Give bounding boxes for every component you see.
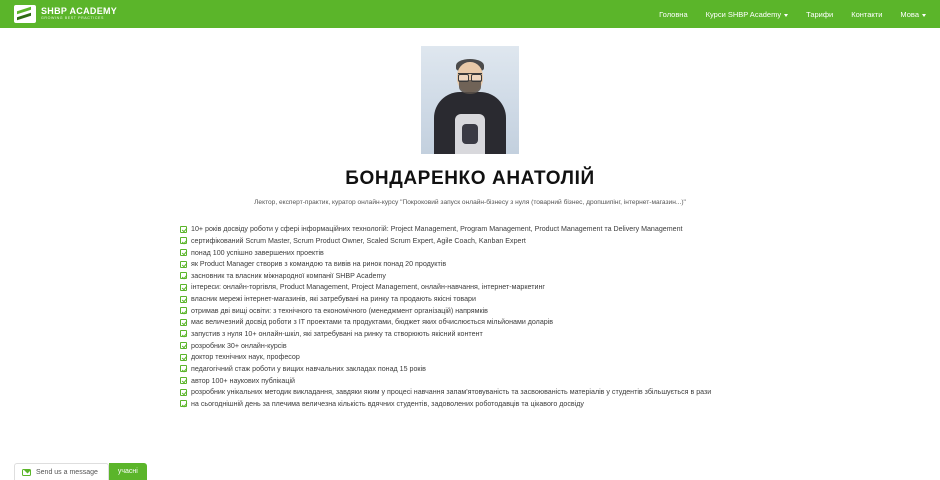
credentials-list — [180, 224, 760, 409]
list-item — [180, 236, 760, 247]
list-item — [180, 282, 760, 293]
list-item — [180, 376, 760, 387]
list-item — [180, 248, 760, 259]
brand-logo[interactable] — [14, 5, 117, 23]
portrait-beard — [459, 80, 481, 94]
check-icon — [180, 365, 187, 372]
nav-item-courses-label: Курси SHBP Academy — [705, 9, 782, 19]
check-icon — [180, 342, 187, 349]
list-item — [180, 364, 760, 375]
page-content — [0, 28, 940, 409]
chat-widget[interactable] — [14, 463, 147, 480]
list-item-text: автор 100+ наукових публікацій — [191, 376, 295, 385]
main-navigation — [659, 10, 926, 19]
nav-item-pricing-label: Тарифи — [806, 9, 834, 19]
chat-bubble-icon — [22, 469, 31, 476]
nav-item-contacts[interactable] — [851, 10, 882, 19]
check-icon — [180, 296, 187, 303]
list-item-text: як Product Manager створив з командою та вивів на ринок понад 20 продуктів — [191, 260, 447, 269]
check-icon — [180, 330, 187, 337]
check-icon — [180, 400, 187, 407]
portrait-body — [434, 92, 506, 154]
list-item — [180, 341, 760, 352]
list-item-text: педагогічний стаж роботи у вищих навчальних закладах понад 15 років — [191, 364, 426, 373]
nav-item-home[interactable] — [659, 10, 688, 19]
list-item — [180, 329, 760, 340]
list-item-text: власник мережі інтернет-магазинів, які затребувані на ринку та продають якісні товари — [191, 295, 476, 304]
instructor-portrait — [421, 46, 519, 154]
check-icon — [180, 307, 187, 314]
check-icon — [180, 272, 187, 279]
list-item-text: засновник та власник міжнародної компанії SHBP Academy — [191, 271, 386, 280]
list-item — [180, 224, 760, 235]
list-item-text: доктор технічних наук, професор — [191, 353, 300, 362]
list-item — [180, 271, 760, 282]
brand-text — [41, 7, 117, 21]
list-item-text: на сьогоднішній день за плечима величезна кількість вдячних студентів, задоволених роботодавців та цікавого досвіду — [191, 399, 584, 408]
list-item — [180, 352, 760, 363]
list-item — [180, 259, 760, 270]
check-icon — [180, 354, 187, 361]
chat-action-label: учасні — [117, 468, 138, 475]
brand-name: SHBP ACADEMY — [41, 5, 118, 16]
nav-item-pricing[interactable] — [806, 10, 833, 19]
list-item-text: сертифікований Scrum Master, Scrum Product Owner, Scaled Scrum Expert, Agile Coach, Kanban Expert — [191, 236, 526, 245]
nav-item-home-label: Головна — [659, 9, 688, 19]
nav-item-language[interactable] — [900, 10, 926, 19]
page-title: БОНДАРЕНКО АНАТОЛІЙ — [345, 168, 595, 189]
chevron-down-icon — [784, 14, 788, 17]
list-item-text: розробник унікальних методик викладання, завдяки яким у процесі навчання запам'ятовуваність та засвоюваність матеріалів у студентів збільшується в рази — [191, 388, 712, 397]
list-item-text: розробник 30+ онлайн-курсів — [191, 341, 287, 350]
list-item-text: отримав дві вищі освіти: з технічного та економічного (менеджмент організацій) напрямків — [191, 306, 488, 315]
chevron-down-icon — [922, 14, 926, 17]
list-item-text: інтереси: онлайн-торгівля, Product Management, Project Management, онлайн-навчання, інтернет-маркетинг — [191, 283, 545, 292]
chat-action-button[interactable] — [109, 463, 147, 480]
list-item — [180, 317, 760, 328]
glasses-icon — [458, 73, 482, 79]
check-icon — [180, 389, 187, 396]
list-item — [180, 294, 760, 305]
check-icon — [180, 226, 187, 233]
chat-message-button[interactable] — [14, 463, 109, 480]
portrait-container — [0, 46, 940, 154]
list-item — [180, 306, 760, 317]
nav-item-language-label: Мова — [900, 9, 919, 19]
list-item-text: має величезний досвід роботи з IT проектами та продуктами, бюджет яких обчислюється мільйонами доларів — [191, 318, 554, 327]
list-item-text: 10+ років досвіду роботи у сфері інформаційних технологій: Project Management, Program Management, Product Management та Delivery Management — [191, 225, 683, 234]
check-icon — [180, 237, 187, 244]
site-header — [0, 0, 940, 28]
list-item-text: запустив з нуля 10+ онлайн-шкіл, які затребувані на ринку та створюють якісний контент — [191, 329, 483, 338]
check-icon — [180, 249, 187, 256]
list-item-text: понад 100 успішно завершених проектів — [191, 248, 324, 257]
check-icon — [180, 377, 187, 384]
list-item — [180, 399, 760, 410]
list-item — [180, 387, 760, 398]
nav-item-courses[interactable] — [706, 10, 788, 19]
portrait-shirt — [455, 114, 485, 154]
nav-item-contacts-label: Контакти — [851, 9, 883, 19]
page-subtitle: Лектор, експерт-практик, куратор онлайн-курсу "Покроковий запуск онлайн-бізнесу з нуля (товарний бізнес, дропшипінг, інтернет-магазин...)" — [254, 199, 686, 206]
check-icon — [180, 319, 187, 326]
swoosh-logo-icon — [14, 5, 36, 23]
check-icon — [180, 261, 187, 268]
check-icon — [180, 284, 187, 291]
brand-tagline: GROWING BEST PRACTICES — [41, 16, 105, 21]
chat-message-label: Send us a message — [36, 468, 98, 476]
